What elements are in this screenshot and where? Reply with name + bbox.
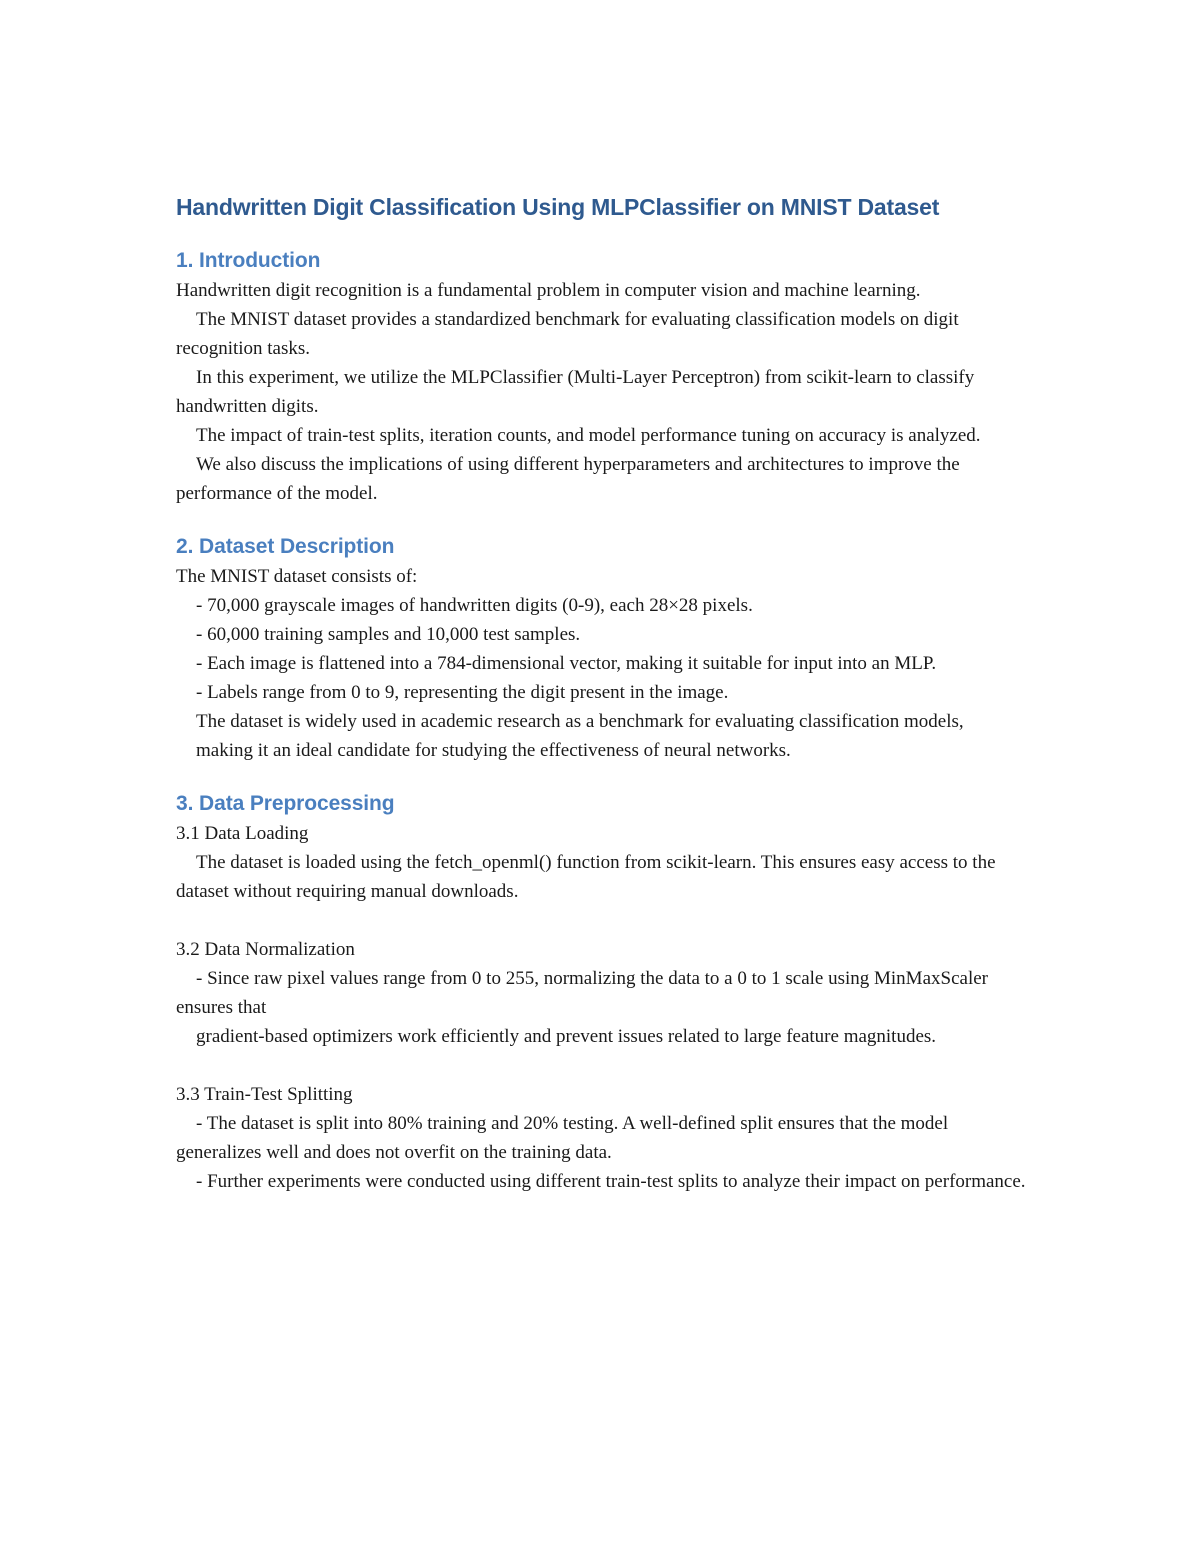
- section-introduction: [176, 246, 1026, 508]
- paragraph: The impact of train-test splits, iteration counts, and model performance tuning on accuracy is analyzed.: [196, 425, 981, 446]
- section-heading-data-preprocessing: 3. Data Preprocessing: [176, 792, 395, 815]
- paragraph: We also discuss the implications of using different hyperparameters and architectures to improve the performance of the model.: [176, 454, 960, 504]
- section-heading-introduction: 1. Introduction: [176, 249, 321, 272]
- list-item: - Labels range from 0 to 9, representing the digit present in the image.: [196, 682, 729, 703]
- document-content: [176, 190, 1026, 1196]
- paragraph: The MNIST dataset consists of:: [176, 566, 418, 587]
- subsection-heading-train-test-splitting: 3.3 Train-Test Splitting: [176, 1084, 353, 1105]
- paragraph: The dataset is widely used in academic research as a benchmark for evaluating classification models,: [196, 711, 964, 732]
- section-data-preprocessing: [176, 789, 1026, 1196]
- list-item: - 70,000 grayscale images of handwritten digits (0-9), each 28×28 pixels.: [196, 595, 753, 616]
- subsection-heading-data-normalization: 3.2 Data Normalization: [176, 939, 355, 960]
- paragraph: gradient-based optimizers work efficiently and prevent issues related to large feature magnitudes.: [196, 1026, 937, 1047]
- paragraph: - Further experiments were conducted using different train-test splits to analyze their impact on performance.: [196, 1171, 1026, 1192]
- paragraph: Handwritten digit recognition is a fundamental problem in computer vision and machine learning.: [176, 280, 921, 301]
- paragraph: The MNIST dataset provides a standardized benchmark for evaluating classification models on digit recognition tasks.: [176, 309, 959, 359]
- paragraph: In this experiment, we utilize the MLPClassifier (Multi-Layer Perceptron) from scikit-learn to classify handwritten digits.: [176, 367, 975, 417]
- paragraph: - Since raw pixel values range from 0 to 255, normalizing the data to a 0 to 1 scale using MinMaxScaler ensures that: [176, 968, 988, 1018]
- paragraph: The dataset is loaded using the fetch_openml() function from scikit-learn. This ensures easy access to the dataset without requiring manual downloads.: [176, 852, 996, 902]
- list-item: - 60,000 training samples and 10,000 test samples.: [196, 624, 581, 645]
- list-item: - Each image is flattened into a 784-dimensional vector, making it suitable for input into an MLP.: [196, 653, 937, 674]
- paragraph: making it an ideal candidate for studying the effectiveness of neural networks.: [196, 740, 791, 761]
- section-dataset-description: [176, 532, 1026, 765]
- document-title: Handwritten Digit Classification Using MLPClassifier on MNIST Dataset: [176, 194, 940, 220]
- section-heading-dataset-description: 2. Dataset Description: [176, 535, 395, 558]
- subsection-heading-data-loading: 3.1 Data Loading: [176, 823, 309, 844]
- paragraph: - The dataset is split into 80% training and 20% testing. A well-defined split ensures that the model generalizes well and does not overfit on the training data.: [176, 1113, 949, 1163]
